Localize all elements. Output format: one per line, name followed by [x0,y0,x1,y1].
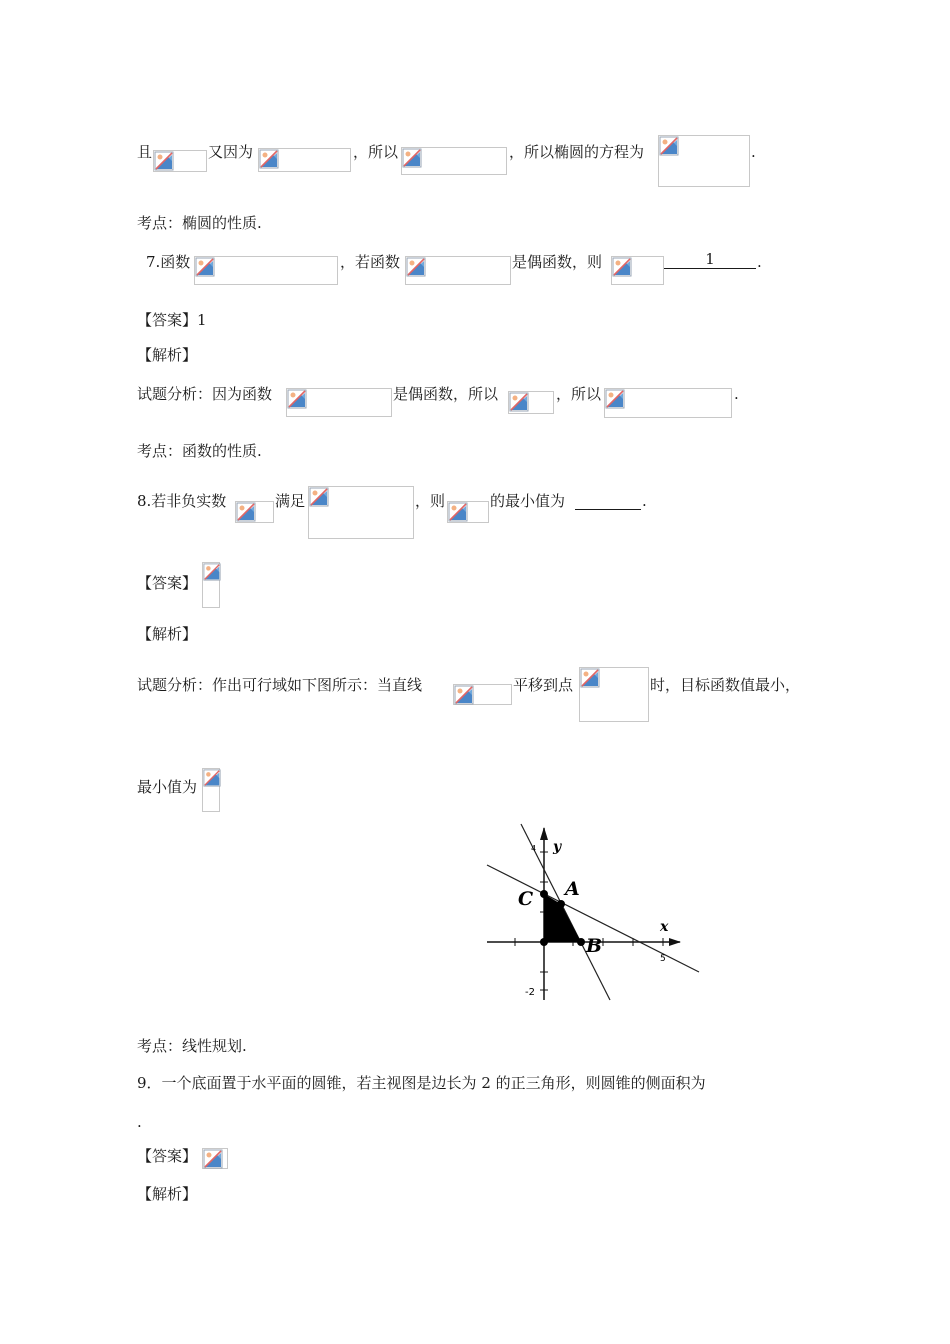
text-segment: . [751,143,756,161]
broken-image-icon [509,392,529,412]
broken-image-icon [605,389,625,409]
text-segment: . [734,385,739,403]
formula-image [604,388,732,418]
topic-line: 考点：椭圆的性质. [137,214,262,232]
formula-image [308,486,414,539]
topic-line: 考点：线性规划. [137,1037,247,1055]
vertex-origin [540,938,548,946]
text-segment: 试题分析：作出可行域如下图所示：当直线 [137,676,423,694]
analysis-heading: 【解析】 [137,625,198,643]
formula-image [658,135,750,187]
vertex-b [577,938,585,946]
broken-image-icon [402,148,422,168]
broken-image-icon [406,257,426,277]
formula-image [579,667,649,722]
text-segment: 的最小值为 [490,492,566,510]
text-segment: ，所以 [353,143,399,161]
answer-line: 【答案】 [137,574,198,592]
label-C: C [518,888,534,910]
text-segment: 是偶函数，所以 [393,385,499,403]
broken-image-icon [659,136,679,156]
y-axis-arrow [540,827,548,840]
text-line-1 [137,142,152,162]
text-segment: ，若函数 [340,253,401,271]
broken-image-icon [154,151,174,171]
formula-image [447,501,489,523]
broken-image-icon [454,685,474,705]
formula-image [405,256,511,285]
text-segment: 满足 [275,492,306,510]
text-segment: 又因为 [208,143,254,161]
formula-image [235,501,274,523]
text-segment: 且 [137,143,153,161]
text-segment: 时，目标函数值最小， [650,676,801,694]
formula-image [153,150,207,172]
broken-image-icon [448,502,468,522]
text-segment: 试题分析：因为函数 [137,385,273,403]
broken-image-icon [580,668,600,688]
topic-line: 考点：函数的性质. [137,442,262,460]
text-segment: . [757,253,762,271]
answer-line: 【答案】1 [137,311,207,329]
x-axis-arrow [669,938,681,946]
broken-image-icon [195,257,215,277]
formula-image [453,684,512,705]
question-line-end: . [137,1113,142,1131]
tick-label-top: 4 [531,844,537,853]
answer-blank: 1 [664,250,756,269]
broken-image-icon [309,487,329,507]
text-segment: 是偶函数，则 [512,253,603,271]
broken-image-icon [203,563,221,581]
formula-image [401,147,507,175]
formula-image [286,388,392,417]
formula-image [611,256,664,285]
text-segment: . [642,492,647,510]
tick-label-y: -2 [525,987,535,998]
label-y: y [553,839,562,855]
formula-image [258,148,351,172]
label-A: A [565,878,580,900]
broken-image-icon [203,769,221,787]
broken-image-icon [203,1149,223,1169]
text-segment: ，所以 [556,385,602,403]
broken-image-icon [287,389,307,409]
label-B: B [586,935,603,957]
formula-image [202,1148,228,1169]
tick-label-x: 5 [660,954,666,964]
answer-blank [575,491,641,510]
question-line: 9．一个底面置于水平面的圆锥，若主视图是边长为 2 的正三角形，则圆锥的侧面积为 [137,1074,706,1092]
text-segment: ，所以椭圆的方程为 [509,143,645,161]
analysis-heading: 【解析】 [137,346,198,364]
broken-image-icon [612,257,632,277]
feasible-region-graph [485,822,705,1007]
analysis-heading: 【解析】 [137,1185,198,1203]
text-segment: 最小值为 [137,778,198,796]
formula-image [194,256,338,285]
text-segment: ，则 [415,492,446,510]
label-x: x [660,919,669,935]
vertex-c [540,890,548,898]
formula-image [202,768,220,812]
text-segment: 7.函数 [146,253,191,271]
answer-line: 【答案】 [137,1147,198,1165]
text-segment: 8.若非负实数 [137,492,227,510]
formula-image [508,391,554,414]
broken-image-icon [259,149,279,169]
formula-image [202,562,220,608]
vertex-a [557,900,565,908]
broken-image-icon [236,502,256,522]
text-segment: 平移到点 [513,676,574,694]
